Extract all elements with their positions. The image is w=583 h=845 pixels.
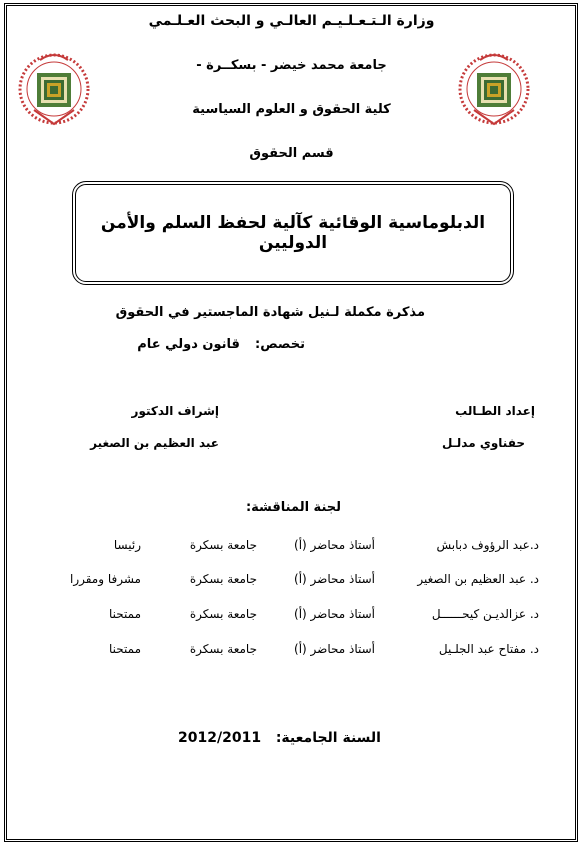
member-institution: جامعة بسكرة [189,642,257,656]
department-line: قسم الحقوق [249,146,334,161]
member-name: د. عبد العظيم بن الصغير [417,572,539,586]
committee-row [0,538,583,558]
member-name: د. عزالديـن كيحــــــل [431,607,539,621]
degree-line: مذكرة مكملة لـنيل شهادة الماجستير في الحقوق [115,305,425,320]
member-institution: جامعة بسكرة [189,607,257,621]
member-rank: أستاذ محاضر (أ) [294,642,375,656]
member-role: مشرفا ومقررا [69,572,141,586]
prepared-by-label: إعداد الطـالب [455,404,535,418]
faculty-line: كلية الحقوق و العلوم السياسية [192,102,391,117]
committee-title: لجنة المناقشة: [245,500,341,515]
member-role: ممتحنا [108,642,141,656]
university-logo-left [18,40,90,138]
member-institution: جامعة بسكرة [189,572,257,586]
committee-row [0,607,583,627]
thesis-title-box [72,181,514,285]
committee-row [0,642,583,662]
academic-year [178,730,381,746]
supervisor-name: عبد العظيم بن الصغير [90,436,219,450]
student-name: حفناوي مدلـل [441,436,525,450]
member-institution: جامعة بسكرة [189,538,257,552]
thesis-title: الدبلوماسية الوقائية كآلية لحفظ السلم والأمن الدوليين [100,213,486,253]
university-logo-right [458,40,530,138]
member-name: د.عبد الرؤوف دبابش [436,538,539,552]
supervisor-label: إشراف الدكتور [131,404,219,418]
member-rank: أستاذ محاضر (أ) [294,607,375,621]
ministry-line: وزارة الـتـعـلـيـم العالـي و البحث العـلـمي [148,13,435,29]
academic-year-value: 2012/2011 [178,730,262,746]
member-name: د. مفتاح عبد الجلـيل [438,642,539,656]
specialty-label: تخصص: [255,337,305,352]
university-seal-icon [458,40,530,138]
university-seal-icon [18,40,90,138]
specialty-value: قانون دولي عام [137,337,240,352]
member-role: رئيسا [113,538,141,552]
university-line: جامعة محمد خيضر - بسكــرة - [196,58,387,73]
committee-row [0,572,583,592]
member-rank: أستاذ محاضر (أ) [294,572,375,586]
member-rank: أستاذ محاضر (أ) [294,538,375,552]
academic-year-label: السنة الجامعية: [275,730,381,746]
member-role: ممتحنا [108,607,141,621]
specialty-line [137,337,305,352]
